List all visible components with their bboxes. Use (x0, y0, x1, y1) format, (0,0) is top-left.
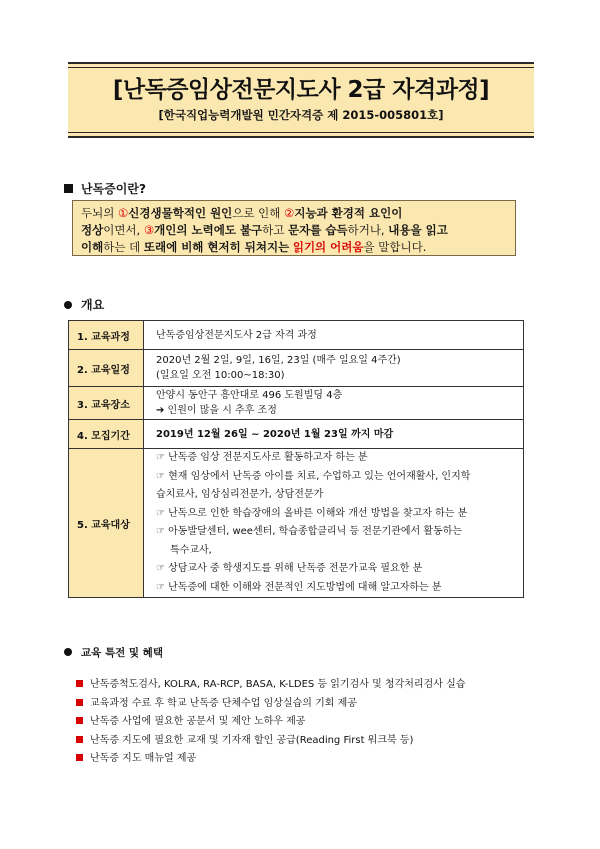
red-square-bullet-icon (76, 717, 83, 724)
circle-bullet-icon (64, 301, 72, 309)
row-value: 난독증임상전문지도사 2급 자격 과정 (144, 321, 524, 350)
table-row (69, 420, 524, 449)
table-row (69, 350, 524, 387)
table-row (69, 387, 524, 420)
benefits-list (76, 676, 465, 769)
row-value (144, 449, 524, 598)
table-row (69, 321, 524, 350)
red-square-bullet-icon (76, 754, 83, 761)
target-item: ☞ 아동발달센터, wee센터, 학습종합클리닉 등 전문기관에서 활동하는 (156, 526, 463, 537)
definition-line: 정상이면서, ③개인의 노력에도 불구하고 문자를 습득하거나, 내용을 읽고 (81, 223, 448, 237)
section-heading-benefits: 교육 특전 및 혜택 (64, 645, 163, 660)
red-square-bullet-icon (76, 699, 83, 706)
red-square-bullet-icon (76, 680, 83, 687)
target-item: ☞ 난독증 임상 전문지도사로 활동하고자 하는 분 (156, 452, 368, 463)
section-heading-definition: 난독증이란? (64, 180, 146, 197)
row-label: 3. 교육장소 (69, 387, 144, 420)
row-value: 2020년 2월 2일, 9일, 16일, 23일 (매주 일요일 4주간) (일요일 오전 10:00~18:30) (144, 350, 524, 387)
row-label: 2. 교육일정 (69, 350, 144, 387)
square-bullet-icon (64, 184, 73, 193)
target-item-continued: 습치료사, 임상심리전문가, 상담전문가 (156, 489, 324, 500)
page-title: [난독증임상전문지도사 2급 자격과정] (112, 77, 490, 103)
list-item: 난독증 지도 매뉴얼 제공 (76, 750, 465, 769)
section-heading-overview: 개요 (64, 296, 104, 313)
circle-bullet-icon (64, 648, 72, 656)
row-label: 1. 교육과정 (69, 321, 144, 350)
red-square-bullet-icon (76, 736, 83, 743)
certification-number: [한국직업능력개발원 민간자격증 제 2015-005801호] (158, 108, 444, 122)
list-item: 난독증척도검사, KOLRA, RA-RCP, BASA, K-LDES 등 읽기검사 및 청각처리검사 실습 (76, 676, 465, 695)
row-value: 안양시 동안구 흥안대로 496 도원빌딩 4층 ➔ 인원이 많을 시 추후 조정 (144, 387, 524, 420)
definition-line: 두뇌의 ①신경생물학적인 원인으로 인해 ②지능과 환경적 요인이 (81, 206, 403, 220)
title-banner (68, 62, 534, 138)
row-value: 2019년 12월 26일 ~ 2020년 1월 23일 까지 마감 (144, 420, 524, 449)
list-item: 난독증 사업에 필요한 공문서 및 제안 노하우 제공 (76, 713, 465, 732)
definition-line: 이해하는 데 또래에 비해 현저히 뒤쳐지는 읽기의 어려움을 말합니다. (81, 240, 427, 254)
target-item: ☞ 현재 임상에서 난독증 아이를 치료, 수업하고 있는 언어재활사, 인지학 (156, 470, 471, 482)
list-item: 교육과정 수료 후 학교 난독증 단체수업 임상실습의 기회 제공 (76, 695, 465, 714)
list-item: 난독증 지도에 필요한 교재 및 기자재 할인 공급(Reading First 워크북 등) (76, 732, 465, 751)
row-label: 4. 모집기간 (69, 420, 144, 449)
row-label: 5. 교육대상 (69, 449, 144, 598)
target-item: ☞ 상담교사 중 학생지도를 위해 난독증 전문가교육 필요한 분 (156, 563, 423, 574)
table-row (69, 449, 524, 598)
target-item: ☞ 난독증에 대한 이해와 전문적인 지도방법에 대해 알고자하는 분 (156, 581, 442, 593)
overview-table (68, 320, 524, 598)
target-item: ☞ 난독으로 인한 학습장애의 올바른 이해와 개선 방법을 찾고자 하는 분 (156, 507, 468, 519)
target-item-continued: 특수교사, (170, 544, 212, 556)
definition-box (72, 200, 516, 256)
